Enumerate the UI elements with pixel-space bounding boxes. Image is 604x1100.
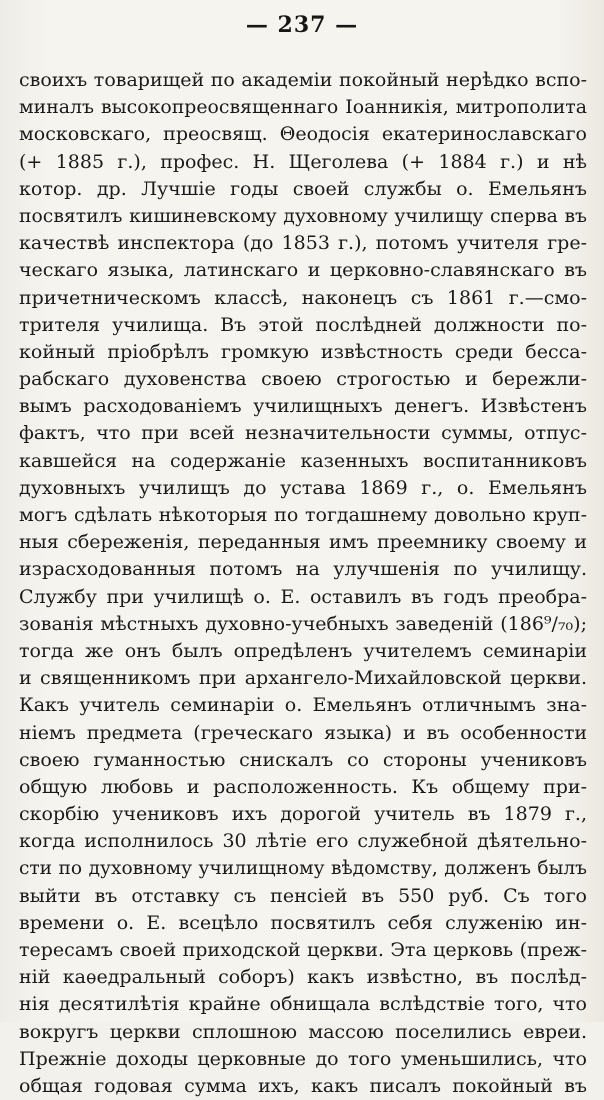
text-line: тогда же онъ былъ опредѣленъ учителемъ семинаріи — [19, 639, 587, 662]
text-line: ній каѳедральный соборъ) какъ извѣстно, въ послѣд- — [19, 966, 587, 989]
text-line: кавшейся на содержаніе казенныхъ воспитанниковъ — [19, 449, 587, 472]
text-line: выйти въ отставку съ пенсіей въ 550 руб. Съ того — [19, 884, 587, 907]
text-line: общую любовь и расположенность. Къ общему при- — [19, 775, 587, 798]
text-line: койный пріобрѣлъ громкую извѣстность среди бесса- — [19, 340, 587, 363]
text-line: времени о. Е. всецѣло посвятилъ себя служенію ин- — [19, 911, 587, 934]
text-line: рабскаго духовенства своею строгостью и бережли- — [19, 368, 587, 391]
text-line: (+ 1885 г.), профес. Н. Щеголева (+ 1884 г.) и нѣ — [19, 150, 587, 173]
text-line: миналъ высокопреосвященнаго Іоанникія, митрополита — [19, 96, 587, 119]
text-line: сти по духовному училищному вѣдомству, долженъ былъ — [19, 858, 587, 880]
text-line: котор. др. Лучшіе годы своей службы о. Емельянъ — [19, 177, 587, 200]
page-number: — 237 — — [245, 12, 359, 38]
text-line: трителя училища. Въ этой послѣдней должности по- — [19, 313, 587, 336]
text-line: и священникомъ при архангело-Михайловской церкви. — [19, 667, 587, 690]
text-line: когда исполнилось 30 лѣтіе его служебной дѣятельно- — [19, 830, 587, 853]
body-text — [19, 67, 587, 1100]
text-line: нія десятилѣтія крайне обнищала вслѣдствіе того, что — [19, 993, 587, 1016]
text-line: вымъ расходованіемъ училищныхъ денегъ. Извѣстенъ — [19, 395, 587, 418]
text-line: ческаго языка, латинскаго и церковно-славянскаго въ — [19, 259, 587, 282]
text-line: скорбію учениковъ ихъ дорогой учитель въ 1879 г., — [19, 803, 587, 826]
text-line: тересамъ своей приходской церкви. Эта церковь (преж- — [19, 939, 587, 961]
text-line: зованія мѣстныхъ духовно-учебныхъ заведеній (186⁹/₇₀); — [19, 612, 587, 635]
text-line: Прежніе доходы церковные до того уменьшились, что — [19, 1047, 587, 1070]
text-line: своихъ товарищей по академіи покойный нерѣдко вспо- — [19, 69, 587, 91]
text-line: московскаго, преосвящ. Θеодосія екатеринославскаго — [19, 123, 587, 146]
text-line: вокругъ церкви сплошною массою поселились евреи. — [19, 1020, 587, 1043]
text-line: фактъ, что при всей незначительности суммы, отпус- — [19, 422, 587, 445]
text-line: ныя сбереженія, переданныя имъ преемнику своему и — [19, 531, 587, 554]
text-line: Службу при училищѣ о. Е. оставилъ въ годъ преобра- — [19, 585, 587, 608]
text-line: израсходованныя потомъ на улучшенія по училищу. — [19, 558, 587, 581]
text-line: могъ сдѣлать нѣкоторыя по тогдашнему довольно круп- — [19, 504, 587, 526]
text-line: духовныхъ училищъ до устава 1869 г., о. Емельянъ — [19, 476, 587, 499]
text-line: Какъ учитель семинаріи о. Емельянъ отличнымъ зна- — [19, 694, 587, 717]
text-line: качествѣ инспектора (до 1853 г.), потомъ учителя гре- — [19, 232, 587, 255]
text-line: причетническомъ классѣ, наконецъ съ 1861 г.—смо- — [19, 286, 587, 309]
text-line: своею гуманностью снискалъ со стороны учениковъ — [19, 748, 587, 771]
text-line: общая годовая сумма ихъ, какъ писалъ покойный въ — [19, 1074, 587, 1097]
text-line: ніемъ предмета (греческаго языка) и въ особенности — [19, 721, 587, 744]
text-line: посвятилъ кишиневскому духовному училищу сперва въ — [19, 205, 587, 227]
